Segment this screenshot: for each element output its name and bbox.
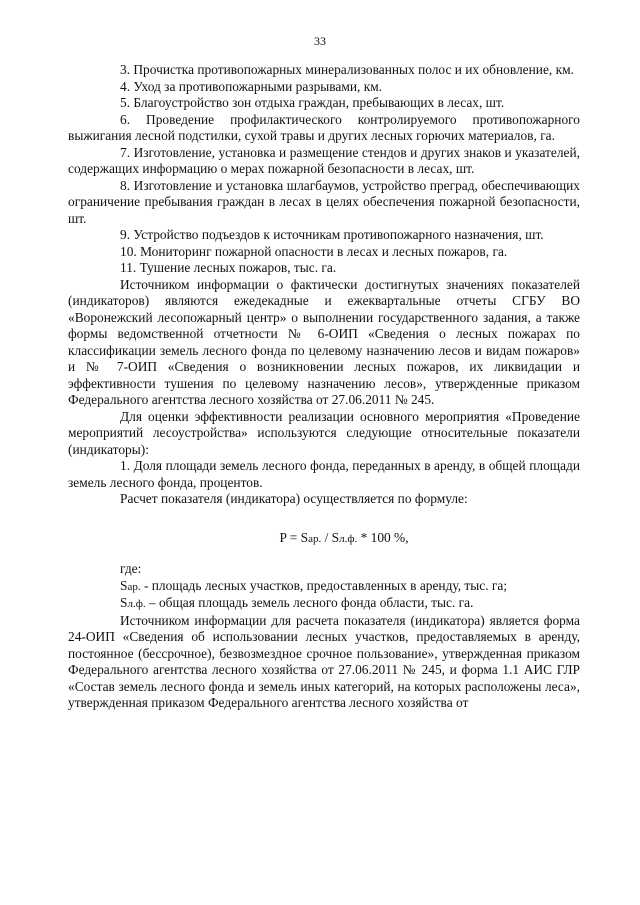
list-item: 3. Прочистка противопожарных минерализованных полос и их обновление, км. (120, 62, 574, 77)
formula-intro: Расчет показателя (индикатора) осуществляется по формуле: (120, 491, 468, 506)
source-paragraph: Источником информации для расчета показателя (индикатора) является форма 24-ОИП «Сведения об использовании лесных участков, предоставляемых в аренду, постоянное (бессрочное), безвозмездное срочное пользование», утвержденная приказом Федерального агентства лесного хозяйства от 27.06.2011 № 245, и форма 1.1 АИС ГЛР «Состав земель лесного фонда и земель иных категорий, на которых расположены леса», утвержденная приказом Федерального агентства лесного хозяйства от (68, 612, 580, 710)
page-number: 33 (314, 34, 326, 48)
definition-lease-area (68, 578, 580, 596)
formula-divider: / S (321, 529, 340, 545)
evaluation-paragraph: Для оценки эффективности реализации основного мероприятия «Проведение мероприятий лесоустройства» используются следующие относительные показатели (индикаторы): (68, 408, 580, 457)
list-item: 6. Проведение профилактического контролируемого противопожарного выжигания лесной подстилки, сухой травы и других лесных горючих материалов, га. (68, 111, 580, 143)
definition-forest-fund-area (68, 595, 580, 613)
list-item: 9. Устройство подъездов к источникам противопожарного назначения, шт. (120, 227, 544, 242)
formula-subscript-forest-fund: л.ф. (339, 532, 358, 545)
list-item: 8. Изготовление и установка шлагбаумов, устройство преград, обеспечивающих ограничение пребывания граждан в лесах в целях обеспечения пожарной безопасности, шт. (68, 177, 580, 226)
definition-symbol: S (120, 595, 128, 610)
formula-subscript-lease: ар. (308, 532, 322, 545)
source-paragraph: Источником информации о фактически достигнутых значениях показателей (индикаторов) являются ежедекадные и ежеквартальные отчеты СГБУ ВО «Воронежский лесопожарный центр» о выполнении государственного задания, а также формы ведомственной отчетности № 6-ОИП «Сведения о лесных пожарах по классификации земель лесного фонда по целевому назначению лесов и видам пожаров» и № 7-ОИП «Сведения о возникновении лесных пожаров, их ликвидации и эффективности тушения по целевому назначению лесов», утвержденные приказом Федерального агентства лесного хозяйства от 27.06.2011 № 245. (68, 276, 580, 407)
list-item: 11. Тушение лесных пожаров, тыс. га. (120, 260, 337, 275)
list-item: 7. Изготовление, установка и размещение стендов и других знаков и указателей, содержащих информацию о мерах пожарной безопасности в лесах, шт. (68, 144, 580, 176)
formula-rhs: * 100 %, (357, 529, 409, 545)
definition-symbol: S (120, 577, 128, 593)
definition-text: - площадь лесных участков, предоставленных в аренду, тыс. га; (140, 577, 508, 593)
indicator-item: 1. Доля площади земель лесного фонда, переданных в аренду, в общей площади земель лесного фонда, процентов. (68, 458, 580, 490)
page-body (68, 62, 580, 712)
definition-text: – общая площадь земель лесного фонда области, тыс. га. (145, 595, 474, 610)
where-label: где: (120, 561, 142, 576)
formula-lhs: P = S (279, 529, 309, 545)
list-item: 10. Мониторинг пожарной опасности в лесах и лесных пожаров, га. (120, 243, 508, 259)
list-item: 5. Благоустройство зон отдыха граждан, пребывающих в лесах, шт. (120, 95, 505, 110)
formula (68, 530, 580, 548)
definition-subscript: л.ф. (127, 598, 146, 610)
list-item: 4. Уход за противопожарными разрывами, км. (120, 78, 383, 94)
definition-subscript: ар. (127, 580, 141, 593)
